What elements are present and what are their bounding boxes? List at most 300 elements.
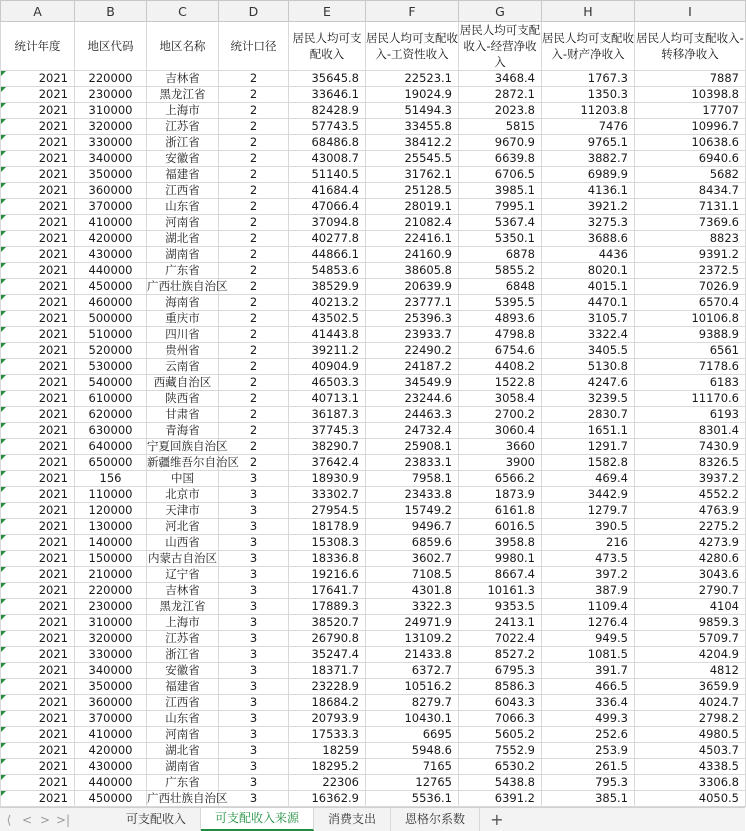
cell[interactable]: 7369.6	[635, 215, 746, 231]
cell[interactable]: 6706.5	[459, 167, 542, 183]
cell[interactable]: 4893.6	[459, 311, 542, 327]
cell[interactable]: 广西壮族自治区	[147, 279, 228, 293]
cell[interactable]: 430000	[75, 759, 147, 775]
header-cell[interactable]: 居民人均可支配收入-财产净收入	[542, 22, 635, 71]
cell[interactable]: 9353.5	[459, 599, 542, 615]
next-sheet-icon[interactable]: >	[39, 812, 51, 827]
cell[interactable]: 6161.8	[459, 503, 542, 519]
cell[interactable]: 18930.9	[289, 471, 366, 487]
cell[interactable]: 37094.8	[289, 215, 366, 231]
column-letter-e[interactable]: E	[289, 1, 366, 22]
cell[interactable]: 23933.7	[366, 327, 459, 343]
cell[interactable]: 24732.4	[366, 423, 459, 439]
cell[interactable]: 2	[219, 343, 289, 359]
cell[interactable]: 210000	[75, 567, 147, 583]
cell[interactable]: 18684.2	[289, 695, 366, 711]
cell[interactable]: 10516.2	[366, 679, 459, 695]
cell[interactable]: 2021	[1, 199, 75, 215]
header-cell[interactable]: 居民人均可支配收入	[289, 22, 366, 71]
cell[interactable]: 3105.7	[542, 311, 635, 327]
cell[interactable]: 河南省	[147, 215, 219, 231]
cell[interactable]: 2021	[1, 231, 75, 247]
cell[interactable]: 6372.7	[366, 663, 459, 679]
sheet-tab[interactable]: 消费支出	[314, 808, 391, 831]
cell[interactable]: 4015.1	[542, 279, 635, 295]
cell[interactable]: 2	[219, 183, 289, 199]
cell[interactable]: 9765.1	[542, 135, 635, 151]
cell[interactable]: 253.9	[542, 743, 635, 759]
cell[interactable]: 40713.1	[289, 391, 366, 407]
cell[interactable]: 4273.9	[635, 535, 746, 551]
cell[interactable]: 5709.7	[635, 631, 746, 647]
cell[interactable]: 3	[219, 519, 289, 535]
cell[interactable]: 5855.2	[459, 263, 542, 279]
cell[interactable]: 2	[219, 311, 289, 327]
cell[interactable]: 2021	[1, 343, 75, 359]
cell[interactable]: 350000	[75, 167, 147, 183]
cell[interactable]: 7430.9	[635, 439, 746, 455]
cell[interactable]: 2	[219, 199, 289, 215]
cell[interactable]: 2023.8	[459, 103, 542, 119]
cell[interactable]: 23777.1	[366, 295, 459, 311]
cell[interactable]: 2021	[1, 791, 75, 807]
cell[interactable]: 9859.3	[635, 615, 746, 631]
cell[interactable]: 17641.7	[289, 583, 366, 599]
cell[interactable]: 5438.8	[459, 775, 542, 791]
cell[interactable]: 2021	[1, 695, 75, 711]
cell[interactable]: 湖南省	[147, 759, 219, 775]
cell[interactable]: 5130.8	[542, 359, 635, 375]
cell[interactable]: 410000	[75, 215, 147, 231]
cell[interactable]: 33646.1	[289, 87, 366, 103]
column-letter-i[interactable]: I	[635, 1, 746, 22]
cell[interactable]: 3	[219, 599, 289, 615]
cell[interactable]: 1279.7	[542, 503, 635, 519]
cell[interactable]: 2021	[1, 327, 75, 343]
cell[interactable]: 黑龙江省	[147, 599, 219, 615]
cell[interactable]: 山东省	[147, 199, 219, 215]
cell[interactable]: 3	[219, 695, 289, 711]
cell[interactable]: 360000	[75, 695, 147, 711]
cell[interactable]: 18295.2	[289, 759, 366, 775]
cell[interactable]: 38520.7	[289, 615, 366, 631]
cell[interactable]: 38412.2	[366, 135, 459, 151]
cell[interactable]: 6016.5	[459, 519, 542, 535]
cell[interactable]: 2	[219, 455, 289, 471]
cell[interactable]: 51140.5	[289, 167, 366, 183]
cell[interactable]: 8434.7	[635, 183, 746, 199]
cell[interactable]: 2021	[1, 743, 75, 759]
cell[interactable]: 2021	[1, 167, 75, 183]
cell[interactable]: 2021	[1, 535, 75, 551]
cell[interactable]: 2	[219, 215, 289, 231]
cell[interactable]: 5948.6	[366, 743, 459, 759]
cell[interactable]: 2700.2	[459, 407, 542, 423]
cell[interactable]: 2021	[1, 407, 75, 423]
cell[interactable]: 24160.9	[366, 247, 459, 263]
cell[interactable]: 2021	[1, 375, 75, 391]
cell[interactable]: 25545.5	[366, 151, 459, 167]
cell[interactable]: 3468.4	[459, 71, 542, 87]
cell[interactable]: 1350.3	[542, 87, 635, 103]
cell[interactable]: 310000	[75, 103, 147, 119]
cell[interactable]: 2872.1	[459, 87, 542, 103]
cell[interactable]: 25396.3	[366, 311, 459, 327]
cell[interactable]: 17533.3	[289, 727, 366, 743]
cell[interactable]: 2021	[1, 391, 75, 407]
cell[interactable]: 6530.2	[459, 759, 542, 775]
cell[interactable]: 530000	[75, 359, 147, 375]
cell[interactable]: 650000	[75, 455, 147, 471]
cell[interactable]: 6043.3	[459, 695, 542, 711]
cell[interactable]: 8667.4	[459, 567, 542, 583]
cell[interactable]: 9391.2	[635, 247, 746, 263]
cell[interactable]: 6695	[366, 727, 459, 743]
cell[interactable]: 51494.3	[366, 103, 459, 119]
cell[interactable]: 350000	[75, 679, 147, 695]
cell[interactable]: 46503.3	[289, 375, 366, 391]
cell[interactable]: 2021	[1, 263, 75, 279]
cell[interactable]: 469.4	[542, 471, 635, 487]
cell[interactable]: 4024.7	[635, 695, 746, 711]
cell[interactable]: 12765	[366, 775, 459, 791]
cell[interactable]: 68486.8	[289, 135, 366, 151]
cell[interactable]: 2	[219, 295, 289, 311]
cell[interactable]: 6561	[635, 343, 746, 359]
cell[interactable]: 3	[219, 743, 289, 759]
cell[interactable]: 11170.6	[635, 391, 746, 407]
cell[interactable]: 2021	[1, 359, 75, 375]
cell[interactable]: 39211.2	[289, 343, 366, 359]
cell[interactable]: 2021	[1, 519, 75, 535]
cell[interactable]: 广东省	[147, 775, 219, 791]
cell[interactable]: 5350.1	[459, 231, 542, 247]
cell[interactable]: 1291.7	[542, 439, 635, 455]
cell[interactable]: 8586.3	[459, 679, 542, 695]
cell[interactable]: 8301.4	[635, 423, 746, 439]
cell[interactable]: 310000	[75, 615, 147, 631]
cell[interactable]: 1109.4	[542, 599, 635, 615]
cell[interactable]: 18371.7	[289, 663, 366, 679]
cell[interactable]: 3	[219, 663, 289, 679]
cell[interactable]: 海南省	[147, 295, 219, 311]
cell[interactable]: 8823	[635, 231, 746, 247]
cell[interactable]: 340000	[75, 151, 147, 167]
cell[interactable]: 6570.4	[635, 295, 746, 311]
cell[interactable]: 500000	[75, 311, 147, 327]
cell[interactable]: 4136.1	[542, 183, 635, 199]
cell[interactable]: 40213.2	[289, 295, 366, 311]
cell[interactable]: 福建省	[147, 167, 219, 183]
cell[interactable]: 3043.6	[635, 567, 746, 583]
prev-sheet-icon[interactable]: <	[21, 812, 33, 827]
cell[interactable]: 20793.9	[289, 711, 366, 727]
cell[interactable]: 4980.5	[635, 727, 746, 743]
cell[interactable]: 38290.7	[289, 439, 366, 455]
cell[interactable]: 北京市	[147, 487, 219, 503]
cell[interactable]: 3	[219, 487, 289, 503]
cell[interactable]: 360000	[75, 183, 147, 199]
cell[interactable]: 吉林省	[147, 71, 219, 87]
cell[interactable]: 47066.4	[289, 199, 366, 215]
cell[interactable]: 6754.6	[459, 343, 542, 359]
cell[interactable]: 21082.4	[366, 215, 459, 231]
cell[interactable]: 38529.9	[289, 279, 366, 295]
column-letter-h[interactable]: H	[542, 1, 635, 22]
cell[interactable]: 24971.9	[366, 615, 459, 631]
cell[interactable]: 1873.9	[459, 487, 542, 503]
cell[interactable]: 8326.5	[635, 455, 746, 471]
cell[interactable]: 2021	[1, 567, 75, 583]
cell[interactable]: 上海市	[147, 615, 219, 631]
cell[interactable]: 2	[219, 135, 289, 151]
cell[interactable]: 广西壮族自治区	[147, 791, 228, 805]
cell[interactable]: 15749.2	[366, 503, 459, 519]
cell[interactable]: 6878	[459, 247, 542, 263]
cell[interactable]: 2021	[1, 87, 75, 103]
cell[interactable]: 23833.1	[366, 455, 459, 471]
cell[interactable]: 540000	[75, 375, 147, 391]
cell[interactable]: 27954.5	[289, 503, 366, 519]
header-cell[interactable]: 统计口径	[219, 22, 289, 71]
cell[interactable]: 440000	[75, 263, 147, 279]
cell[interactable]: 1582.8	[542, 455, 635, 471]
cell[interactable]: 19024.9	[366, 87, 459, 103]
cell[interactable]: 8279.7	[366, 695, 459, 711]
header-cell[interactable]: 地区代码	[75, 22, 147, 71]
cell[interactable]: 387.9	[542, 583, 635, 599]
cell[interactable]: 370000	[75, 711, 147, 727]
cell[interactable]: 7131.1	[635, 199, 746, 215]
cell[interactable]: 2021	[1, 151, 75, 167]
cell[interactable]: 3	[219, 615, 289, 631]
cell[interactable]: 949.5	[542, 631, 635, 647]
cell[interactable]: 17889.3	[289, 599, 366, 615]
cell[interactable]: 18259	[289, 743, 366, 759]
cell[interactable]: 2798.2	[635, 711, 746, 727]
cell[interactable]: 4763.9	[635, 503, 746, 519]
cell[interactable]: 2830.7	[542, 407, 635, 423]
column-letter-f[interactable]: F	[366, 1, 459, 22]
cell[interactable]: 2021	[1, 455, 75, 471]
cell[interactable]: 31762.1	[366, 167, 459, 183]
cell[interactable]: 3921.2	[542, 199, 635, 215]
cell[interactable]: 1651.1	[542, 423, 635, 439]
cell[interactable]: 24463.3	[366, 407, 459, 423]
cell[interactable]: 370000	[75, 199, 147, 215]
cell[interactable]: 9980.1	[459, 551, 542, 567]
cell[interactable]: 41443.8	[289, 327, 366, 343]
cell[interactable]: 6859.6	[366, 535, 459, 551]
cell[interactable]: 6183	[635, 375, 746, 391]
cell[interactable]: 2	[219, 391, 289, 407]
cell[interactable]: 1767.3	[542, 71, 635, 87]
cell[interactable]: 3	[219, 535, 289, 551]
cell[interactable]: 浙江省	[147, 135, 219, 151]
cell[interactable]: 2	[219, 359, 289, 375]
cell[interactable]: 499.3	[542, 711, 635, 727]
cell[interactable]: 6795.3	[459, 663, 542, 679]
cell[interactable]: 7995.1	[459, 199, 542, 215]
cell[interactable]: 3602.7	[366, 551, 459, 567]
cell[interactable]: 5682	[635, 167, 746, 183]
cell[interactable]: 4104	[635, 599, 746, 615]
cell[interactable]: 261.5	[542, 759, 635, 775]
cell[interactable]: 7026.9	[635, 279, 746, 295]
cell[interactable]: 2021	[1, 583, 75, 599]
cell[interactable]: 2413.1	[459, 615, 542, 631]
cell[interactable]: 7552.9	[459, 743, 542, 759]
cell[interactable]: 4204.9	[635, 647, 746, 663]
cell[interactable]: 3660	[459, 439, 542, 455]
cell[interactable]: 391.7	[542, 663, 635, 679]
cell[interactable]: 19216.6	[289, 567, 366, 583]
cell[interactable]: 2021	[1, 119, 75, 135]
cell[interactable]: 41684.4	[289, 183, 366, 199]
cell[interactable]: 安徽省	[147, 663, 219, 679]
cell[interactable]: 天津市	[147, 503, 219, 519]
cell[interactable]: 陕西省	[147, 391, 219, 407]
cell[interactable]: 23228.9	[289, 679, 366, 695]
cell[interactable]: 21433.8	[366, 647, 459, 663]
cell[interactable]: 辽宁省	[147, 567, 219, 583]
cell[interactable]: 216	[542, 535, 635, 551]
cell[interactable]: 230000	[75, 599, 147, 615]
cell[interactable]: 江苏省	[147, 119, 219, 135]
cell[interactable]: 3659.9	[635, 679, 746, 695]
cell[interactable]: 3060.4	[459, 423, 542, 439]
cell[interactable]: 3	[219, 551, 289, 567]
cell[interactable]: 10398.8	[635, 87, 746, 103]
cell[interactable]: 宁夏回族自治区	[147, 439, 228, 453]
cell[interactable]: 18178.9	[289, 519, 366, 535]
column-letter-a[interactable]: A	[1, 1, 75, 22]
cell[interactable]: 22523.1	[366, 71, 459, 87]
cell[interactable]: 甘肃省	[147, 407, 219, 423]
cell[interactable]: 450000	[75, 279, 147, 295]
cell[interactable]: 青海省	[147, 423, 219, 439]
cell[interactable]: 5367.4	[459, 215, 542, 231]
cell[interactable]: 25908.1	[366, 439, 459, 455]
cell[interactable]: 2021	[1, 631, 75, 647]
cell[interactable]: 5395.5	[459, 295, 542, 311]
cell[interactable]: 8020.1	[542, 263, 635, 279]
cell[interactable]: 4552.2	[635, 487, 746, 503]
cell[interactable]: 2	[219, 231, 289, 247]
cell[interactable]: 内蒙古自治区	[148, 551, 217, 565]
cell[interactable]: 2021	[1, 71, 75, 87]
cell[interactable]: 40904.9	[289, 359, 366, 375]
cell[interactable]: 3882.7	[542, 151, 635, 167]
cell[interactable]: 252.6	[542, 727, 635, 743]
cell[interactable]: 福建省	[147, 679, 219, 695]
cell[interactable]: 10996.7	[635, 119, 746, 135]
cell[interactable]: 2	[219, 247, 289, 263]
cell[interactable]: 5605.2	[459, 727, 542, 743]
cell[interactable]: 3	[219, 727, 289, 743]
cell[interactable]: 17707	[635, 103, 746, 119]
cell[interactable]: 河南省	[147, 727, 219, 743]
cell[interactable]: 3	[219, 583, 289, 599]
cell[interactable]: 2	[219, 263, 289, 279]
cell[interactable]: 江西省	[147, 695, 219, 711]
cell[interactable]: 3275.3	[542, 215, 635, 231]
cell[interactable]: 336.4	[542, 695, 635, 711]
cell[interactable]: 37745.3	[289, 423, 366, 439]
cell[interactable]: 上海市	[147, 103, 219, 119]
cell[interactable]: 4436	[542, 247, 635, 263]
cell[interactable]: 460000	[75, 295, 147, 311]
cell[interactable]: 2021	[1, 775, 75, 791]
cell[interactable]: 湖南省	[147, 247, 219, 263]
cell[interactable]: 3	[219, 775, 289, 791]
cell[interactable]: 640000	[75, 439, 147, 455]
cell[interactable]: 6391.2	[459, 791, 542, 807]
cell[interactable]: 230000	[75, 87, 147, 103]
cell[interactable]: 450000	[75, 791, 147, 807]
cell[interactable]: 3985.1	[459, 183, 542, 199]
cell[interactable]: 2021	[1, 679, 75, 695]
cell[interactable]: 9670.9	[459, 135, 542, 151]
cell[interactable]: 2	[219, 375, 289, 391]
cell[interactable]: 江苏省	[147, 631, 219, 647]
column-letter-g[interactable]: G	[459, 1, 542, 22]
cell[interactable]: 7165	[366, 759, 459, 775]
cell[interactable]: 33455.8	[366, 119, 459, 135]
cell[interactable]: 3	[219, 503, 289, 519]
cell[interactable]: 4798.8	[459, 327, 542, 343]
cell[interactable]: 2021	[1, 663, 75, 679]
cell[interactable]: 140000	[75, 535, 147, 551]
cell[interactable]: 23433.8	[366, 487, 459, 503]
cell[interactable]: 7887	[635, 71, 746, 87]
last-sheet-icon[interactable]: >|	[55, 812, 71, 827]
cell[interactable]: 9496.7	[366, 519, 459, 535]
cell[interactable]: 云南省	[147, 359, 219, 375]
cell[interactable]: 2021	[1, 423, 75, 439]
cell[interactable]: 150000	[75, 551, 147, 567]
cell[interactable]: 510000	[75, 327, 147, 343]
cell[interactable]: 7108.5	[366, 567, 459, 583]
cell[interactable]: 6989.9	[542, 167, 635, 183]
header-cell[interactable]: 统计年度	[1, 22, 75, 71]
cell[interactable]: 320000	[75, 119, 147, 135]
cell[interactable]: 1276.4	[542, 615, 635, 631]
cell[interactable]: 220000	[75, 583, 147, 599]
cell[interactable]: 吉林省	[147, 583, 219, 599]
cell[interactable]: 473.5	[542, 551, 635, 567]
cell[interactable]: 1081.5	[542, 647, 635, 663]
cell[interactable]: 35645.8	[289, 71, 366, 87]
cell[interactable]: 2790.7	[635, 583, 746, 599]
cell[interactable]: 10106.8	[635, 311, 746, 327]
add-sheet-button[interactable]: +	[490, 810, 504, 829]
cell[interactable]: 397.2	[542, 567, 635, 583]
cell[interactable]: 3	[219, 647, 289, 663]
cell[interactable]: 2	[219, 87, 289, 103]
cell[interactable]: 220000	[75, 71, 147, 87]
cell[interactable]: 320000	[75, 631, 147, 647]
cell[interactable]: 2021	[1, 311, 75, 327]
cell[interactable]: 广东省	[147, 263, 219, 279]
column-letter-d[interactable]: D	[219, 1, 289, 22]
cell[interactable]: 2021	[1, 295, 75, 311]
cell[interactable]: 9388.9	[635, 327, 746, 343]
cell[interactable]: 3	[219, 791, 289, 807]
cell[interactable]: 黑龙江省	[147, 87, 219, 103]
cell[interactable]: 2021	[1, 439, 75, 455]
cell[interactable]: 中国	[147, 471, 219, 487]
